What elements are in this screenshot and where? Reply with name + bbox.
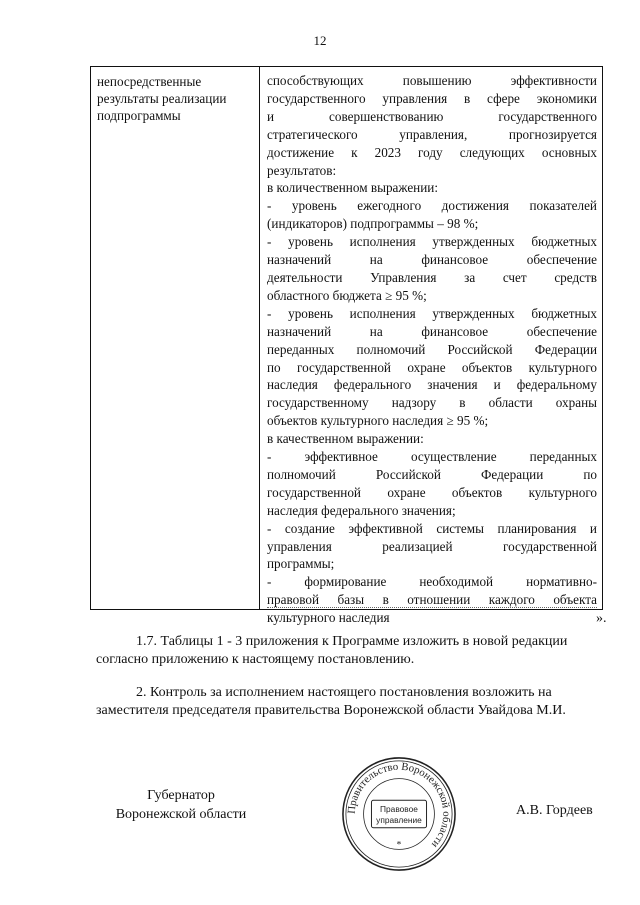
page-number: 12 (313, 33, 327, 48)
paragraph-2: 2. Контроль за исполнением настоящего постановления возложить на заместителя председателя правительства Воронежской области Увайдова М.И. (96, 685, 566, 718)
official-seal (340, 755, 458, 873)
table-row-content (267, 72, 597, 627)
signatory-title (96, 786, 266, 824)
paragraph-1-7: 1.7. Таблицы 1 - 3 приложения к Программе изложить в новой редакции согласно приложению к настоящему постановлению. (96, 634, 568, 667)
dotted-divider (267, 607, 597, 608)
signatory-title-line2: Воронежской области (115, 807, 247, 822)
seal-ring-text: Правительство Воронежской области (345, 760, 453, 851)
seal-center-line1: Правовое (380, 804, 418, 815)
signatory-name: А.В. Гордеев (516, 803, 593, 818)
subprogram-results-table (90, 66, 603, 626)
intro-text: способствующих повышению эффективности государственного управления в сфере экономики и совершенствованию государственного стратегического управления, прогнозируется достижение к 2023 году следующих основных результатов: (267, 73, 597, 178)
qualitative-heading: в качественном выражении: (267, 431, 424, 447)
list-item: - уровень исполнения утвержденных бюджетных назначений на финансовое обеспечение деятельности Управления за счет средств областного бюджета ≥ 95 %; (267, 234, 597, 303)
list-item: - уровень исполнения утвержденных бюджетных назначений на финансовое обеспечение переданных полномочий Российской Федерации по государственной охране объектов культурного наследия федерального значения и федеральному государственному надзору в области охраны объектов культурного наследия ≥ 95 %; (267, 305, 597, 429)
table-row-header: непосредственные результаты реализации подпрограммы (97, 74, 227, 123)
list-item: - эффективное осуществление переданных полномочий Российской Федерации по государственной охране объектов культурного наследия федерального значения; (267, 449, 597, 518)
quantitative-heading: в количественном выражении: (267, 180, 439, 196)
column-divider (259, 67, 260, 609)
list-item: - уровень ежегодного достижения показателей (индикаторов) подпрограммы – 98 %; (267, 198, 597, 232)
list-item: - формирование необходимой нормативно- правовой базы в отношении каждого объекта культурного наследия (267, 574, 597, 626)
seal-center-line2: управление (376, 814, 422, 825)
closing-quote: ». (596, 611, 607, 626)
signatory-title-line1: Губернатор (147, 788, 215, 803)
seal-star: * (396, 839, 402, 851)
list-item: - создание эффективной системы планирования и управления реализацией государственной программы; (267, 520, 597, 572)
